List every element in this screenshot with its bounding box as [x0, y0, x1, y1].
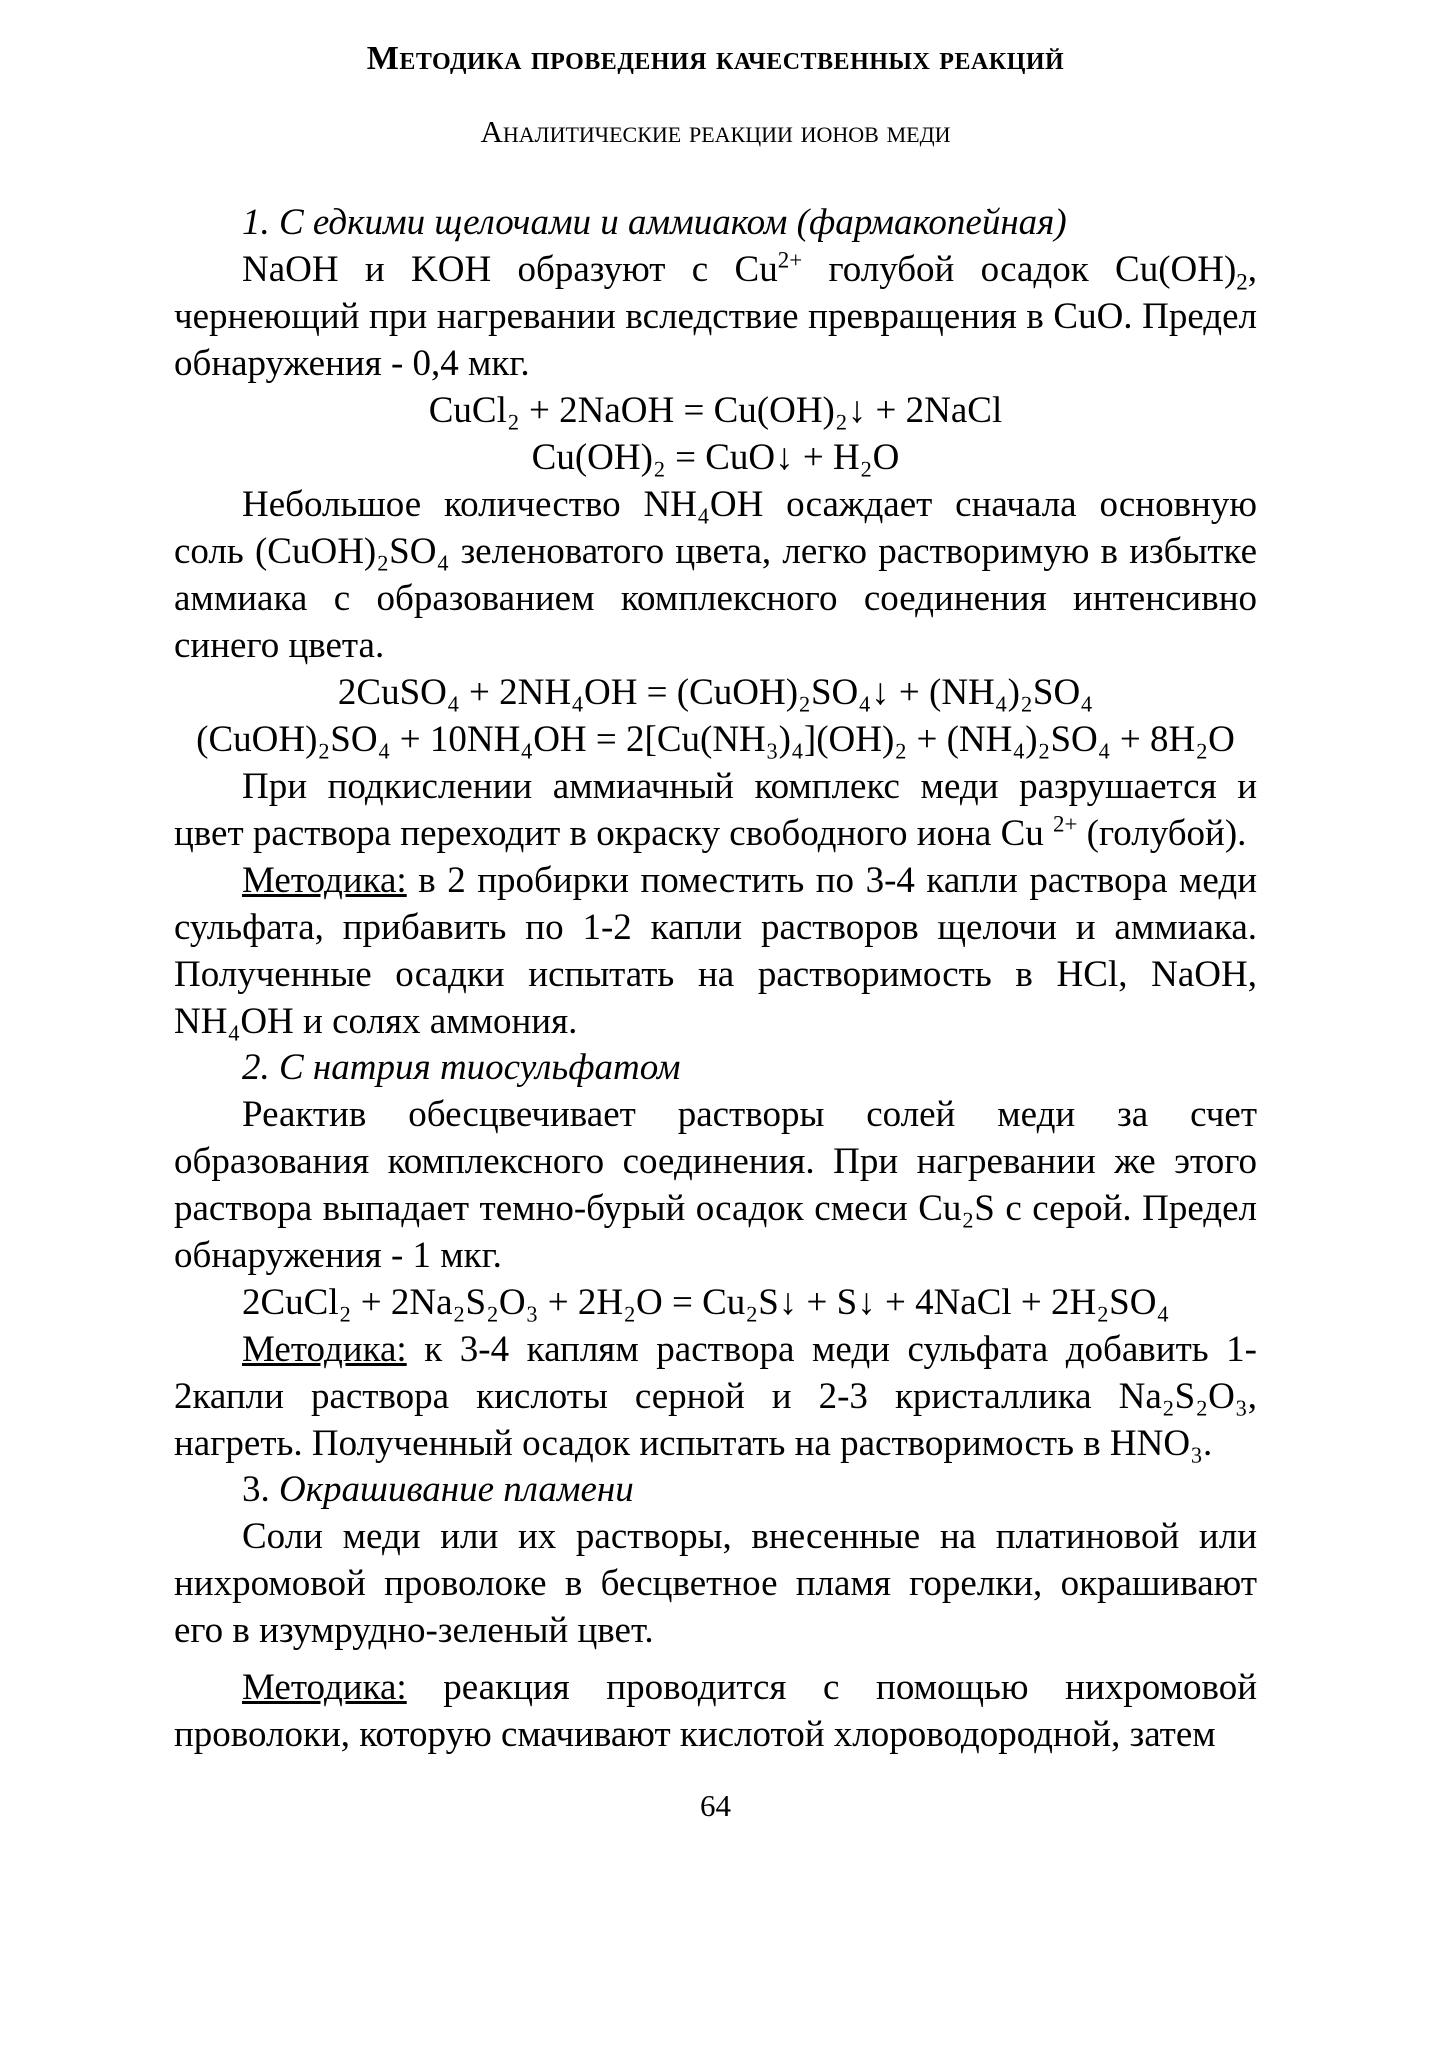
equation-5: 2CuCl₂ + 2Na₂S₂O₃ + 2H₂O = Cu₂S↓ + S↓ + 4NaCl + 2H₂SO₄ — [242, 1282, 1170, 1323]
section-3-heading — [174, 1467, 1257, 1513]
method-label: Методика: — [242, 1667, 407, 1708]
equation-1: CuCl₂ + 2NaOH = Cu(OH)₂↓ + 2NaCl — [428, 390, 1003, 431]
s1-method-text: в 2 пробирки поместить по 3-4 капли раствора меди сульфата, прибавить по 1-2 капли растворов щелочи и аммиака. Полученные осадки испытать на растворимость в HCl, NaOH, NH₄OH и солях аммония. — [174, 860, 1257, 1042]
s1-p3-text-a: При подкислении аммиачный комплекс меди разрушается и цвет раствора переходит в окраску свободного иона Cu — [174, 766, 1257, 854]
s1-p1-text-b: голубой осадок Cu(OH) — [802, 249, 1237, 290]
page-number: 64 — [700, 1788, 731, 1823]
section-3-method — [174, 1664, 1257, 1758]
s1-p1-text-c: , чернеющий при нагревании вследствие превращения в CuO. Предел обнаружения - 0,4 мкг. — [174, 249, 1257, 384]
section-3-number: 3. — [242, 1469, 270, 1510]
section-2-title: С натрия тиосульфатом — [279, 1047, 681, 1088]
equation-2: Cu(OH)₂ = CuO↓ + H₂O — [531, 437, 900, 478]
s1-p3-sup: 2+ — [1053, 811, 1078, 837]
section-subtitle: Аналитические реакции ионов меди — [480, 114, 951, 149]
page-content — [174, 40, 1257, 1824]
s1-p1-sub: 2 — [1236, 269, 1248, 295]
s1-p3-text-b: (голубой). — [1077, 813, 1247, 854]
method-label: Методика: — [242, 860, 407, 901]
s2-method-text: к 3-4 каплям раствора меди сульфата добавить 1-2капли раствора кислоты серной и 2-3 кристаллика Na₂S₂O₃, нагреть. Полученный осадок испытать на растворимость в HNO₃. — [174, 1329, 1257, 1464]
section-1-paragraph-2: Небольшое количество NH₄OH осаждает сначала основную соль (CuOH)₂SO₄ зеленоватого цвета, легко растворимую в избытке аммиака с образованием комплексного соединения интенсивно синего цвета. — [174, 484, 1257, 666]
s1-p1-text-a: NaOH и KOH образуют с Cu — [242, 249, 778, 290]
section-1-paragraph-1 — [174, 246, 1257, 387]
section-1-method — [174, 857, 1257, 1045]
s3-method-text: реакция проводится с помощью нихромовой проволоки, которую смачивают кислотой хлороводородной, затем — [174, 1667, 1257, 1755]
section-3-paragraph-1: Соли меди или их растворы, внесенные на платиновой или нихромовой проволоке в бесцветное пламя горелки, окрашивают его в изумрудно-зеленый цвет. — [174, 1516, 1257, 1651]
section-1-number: 1. — [242, 202, 270, 243]
method-label: Методика: — [242, 1329, 407, 1370]
section-1-heading — [174, 200, 1257, 246]
section-2-number: 2. — [242, 1047, 270, 1088]
section-2-method — [174, 1326, 1257, 1467]
s1-p1-sup: 2+ — [777, 247, 803, 273]
section-2-paragraph-1: Реактив обесцвечивает растворы солей меди за счет образования комплексного соединения. При нагревании же этого раствора выпадает темно-бурый осадок смеси Cu₂S с серой. Предел обнаружения - 1 мкг. — [174, 1094, 1257, 1276]
section-1-title: С едкими щелочами и аммиаком (фармакопейная) — [279, 202, 1067, 243]
equation-3: 2CuSO₄ + 2NH₄OH = (CuOH)₂SO₄↓ + (NH₄)₂SO₄ — [337, 672, 1094, 713]
equation-4: (CuOH)₂SO₄ + 10NH₄OH = 2[Cu(NH₃)₄](OH)₂ + (NH₄)₂SO₄ + 8H₂O — [196, 719, 1235, 760]
section-3-title: Окрашивание пламени — [279, 1469, 634, 1510]
section-1-paragraph-3 — [174, 763, 1257, 857]
section-2-heading — [174, 1045, 1257, 1091]
page-title: Методика проведения качественных реакций — [366, 40, 1065, 77]
